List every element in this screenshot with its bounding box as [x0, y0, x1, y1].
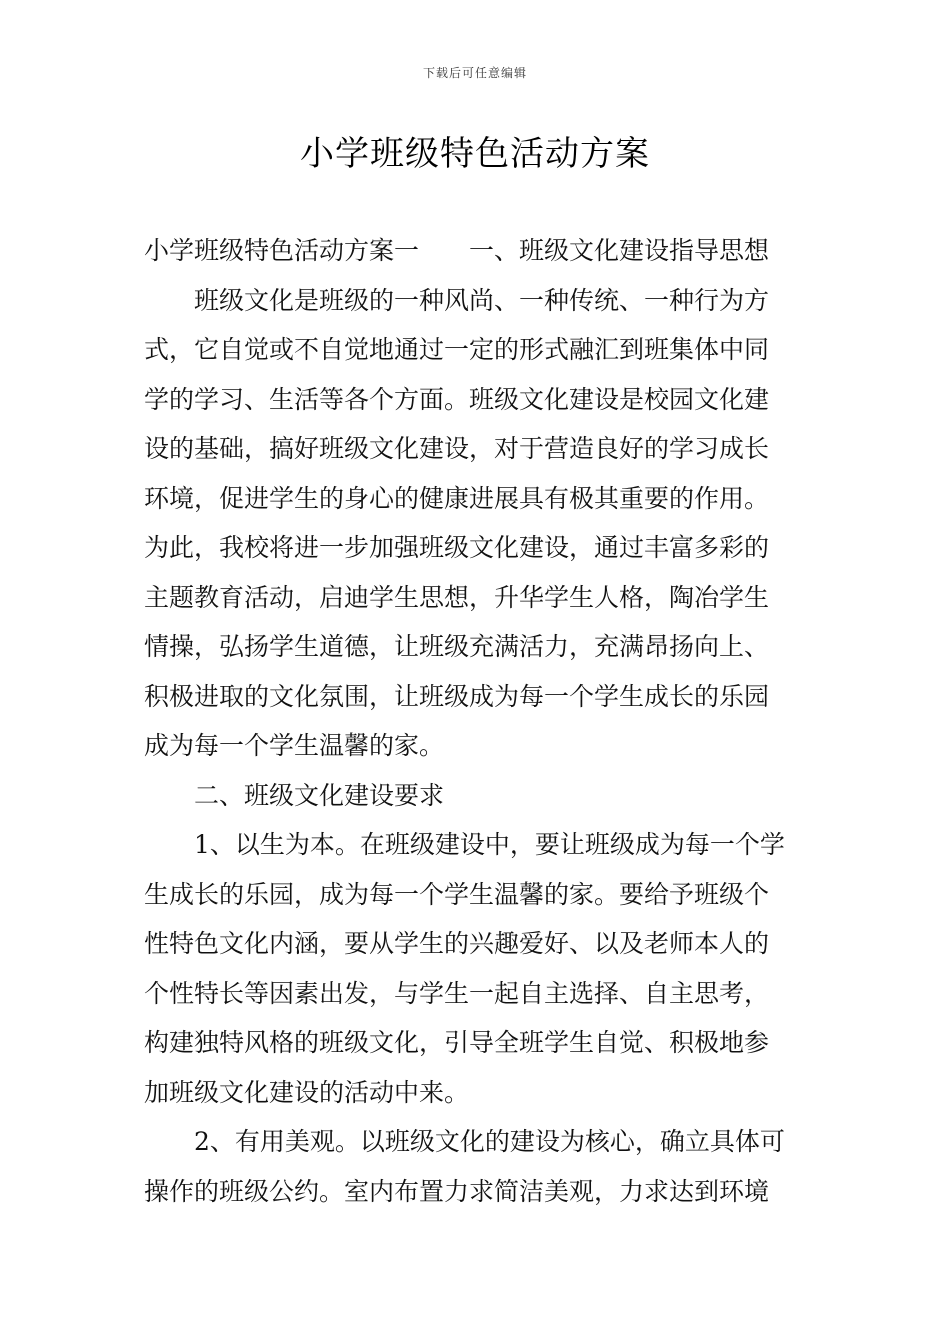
paragraph-1-line: 学的学习、生活等各个方面。班级文化建设是校园文化建 [144, 384, 770, 414]
item-2-line: 操作的班级公约。室内布置力求简洁美观，力求达到环境 [144, 1176, 770, 1206]
intro-plan-label: 小学班级特色活动方案一 [144, 236, 420, 265]
section-2-heading: 二、班级文化建设要求 [194, 780, 445, 810]
item-1-line: 构建独特风格的班级文化，引导全班学生自觉、积极地参 [144, 1028, 770, 1057]
paragraph-1-line: 积极进取的文化氛围，让班级成为每一个学生成长的乐园 [144, 681, 770, 711]
section-1-heading: 一、班级文化建设指导思想 [469, 236, 770, 265]
item-1-line: 1、以生为本。在班级建设中，要让班级成为每一个学 [194, 830, 785, 859]
intro-line [144, 226, 806, 276]
paragraph-1-line: 主题教育活动，启迪学生思想，升华学生人格，陶冶学生 [144, 582, 770, 612]
item-1-line: 生成长的乐园，成为每一个学生温馨的家。要给予班级个 [144, 879, 770, 909]
item-2 [144, 1117, 806, 1216]
paragraph-1-line: 班级文化是班级的一种风尚、一种传统、一种行为方 [194, 285, 770, 315]
paragraph-1-line: 成为每一个学生温馨的家。 [144, 731, 445, 760]
item-1 [144, 820, 806, 1117]
item-1-line: 个性特长等因素出发，与学生一起自主选择、自主思考， [144, 978, 770, 1008]
paragraph-1-line: 式，它自觉或不自觉地通过一定的形式融汇到班集体中同 [144, 335, 770, 364]
paragraph-1-line: 情操，弘扬学生道德，让班级充满活力，充满昂扬向上、 [144, 632, 770, 661]
item-2-line: 2、有用美观。以班级文化的建设为核心，确立具体可 [194, 1127, 785, 1156]
paragraph-1 [144, 276, 806, 771]
item-1-line: 性特色文化内涵，要从学生的兴趣爱好、以及老师本人的 [144, 929, 770, 958]
document-body [144, 226, 806, 1216]
section-2-heading-block [144, 771, 806, 821]
item-1-line: 加班级文化建设的活动中来。 [144, 1077, 470, 1107]
header-note: 下载后可任意编辑 [422, 66, 527, 80]
paragraph-1-line: 设的基础，搞好班级文化建设，对于营造良好的学习成长 [144, 434, 770, 463]
paragraph-1-line: 环境，促进学生的身心的健康进展具有极其重要的作用。 [144, 483, 770, 513]
page-title: 小学班级特色活动方案 [300, 134, 650, 174]
paragraph-1-line: 为此，我校将进一步加强班级文化建设，通过丰富多彩的 [144, 533, 770, 562]
